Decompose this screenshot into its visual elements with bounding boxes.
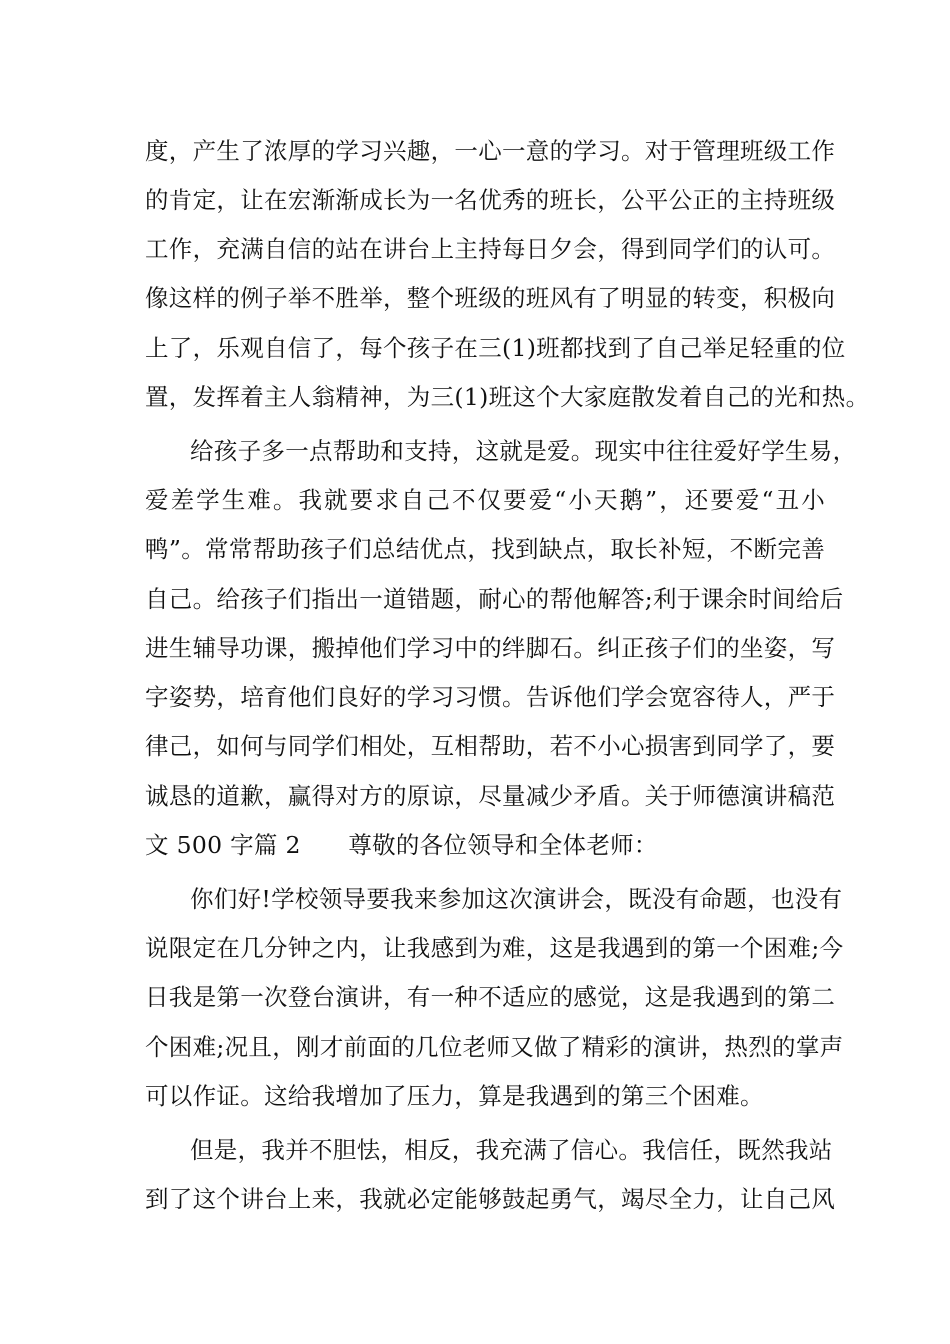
text-line: 置，发挥着主人翁精神，为三(1)班这个大家庭散发着自己的光和热。 — [145, 383, 870, 411]
text-line: 可以作证。这给我增加了压力，算是我遇到的第三个困难。 — [145, 1082, 764, 1110]
text-line: 鸭”。常常帮助孩子们总结优点，找到缺点，取长补短，不断完善 — [145, 535, 825, 563]
text-line: 日我是第一次登台演讲，有一种不适应的感觉，这是我遇到的第二 — [145, 983, 836, 1011]
paragraph-first-line: 你们好!学校领导要我来参加这次演讲会，既没有命题，也没有 — [190, 885, 843, 913]
text-line: 的肯定，让在宏渐渐成长为一名优秀的班长，公平公正的主持班级 — [145, 186, 836, 214]
text-line: 爱差学生难。我就要求自己不仅要爱“小天鹅”，还要爱“丑小 — [145, 486, 825, 514]
text-line: 个困难;况且，刚才前面的几位老师又做了精彩的演讲，热烈的掌声 — [145, 1033, 844, 1061]
text-line: 文 500 字篇 2 尊敬的各位领导和全体老师： — [145, 831, 658, 859]
text-line: 像这样的例子举不胜举，整个班级的班风有了明显的转变，积极向 — [145, 284, 836, 312]
text-line: 律己，如何与同学们相处，互相帮助，若不小心损害到同学了，要 — [145, 732, 836, 760]
text-line: 诚恳的道歉，赢得对方的原谅，尽量减少矛盾。关于师德演讲稿范 — [145, 782, 836, 810]
paragraph-first-line: 给孩子多一点帮助和支持，这就是爱。现实中往往爱好学生易， — [190, 437, 857, 465]
text-line: 说限定在几分钟之内，让我感到为难，这是我遇到的第一个困难;今 — [145, 934, 844, 962]
text-line: 进生辅导功课，搬掉他们学习中的绊脚石。纠正孩子们的坐姿，写 — [145, 634, 836, 662]
text-line: 上了，乐观自信了，每个孩子在三(1)班都找到了自己举足轻重的位 — [145, 334, 846, 362]
text-line: 度，产生了浓厚的学习兴趣，一心一意的学习。对于管理班级工作 — [145, 137, 836, 165]
text-line: 到了这个讲台上来，我就必定能够鼓起勇气，竭尽全力，让自己风 — [145, 1185, 836, 1213]
text-line: 工作，充满自信的站在讲台上主持每日夕会，得到同学们的认可。 — [145, 235, 836, 263]
text-line: 字姿势，培育他们良好的学习习惯。告诉他们学会宽容待人，严于 — [145, 683, 836, 711]
paragraph-first-line: 但是，我并不胆怯，相反，我充满了信心。我信任，既然我站 — [190, 1136, 833, 1164]
text-line: 自己。给孩子们指出一道错题，耐心的帮他解答;利于课余时间给后 — [145, 585, 844, 613]
